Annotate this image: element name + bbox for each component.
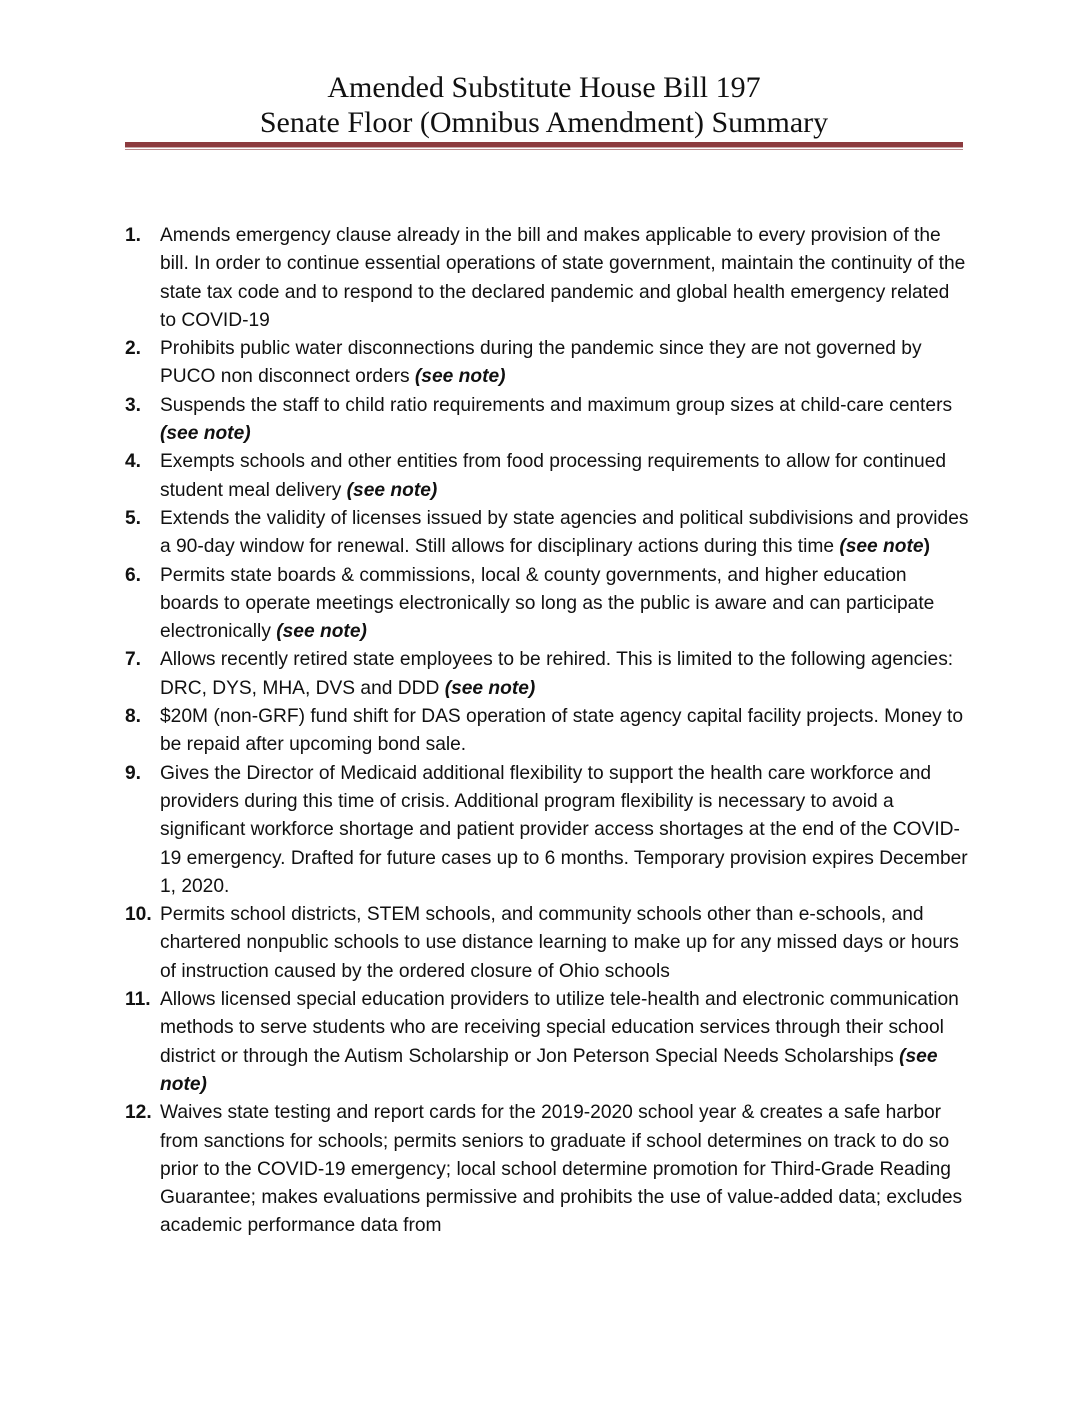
item-number: 9. [125,762,142,784]
item-text: Permits school districts, STEM schools, and community schools other than e-schools, and chartered nonpublic schools to use distance learning to make up for any missed days or hours of instruction caused by the ordered closure of Ohio schools [160,904,959,982]
see-note-close: ) [923,536,930,558]
item-number: 7. [125,649,142,671]
see-note: (see note) [160,1045,938,1095]
item-number: 5. [125,507,142,529]
list-item [125,986,970,1099]
item-text: Suspends the staff to child ratio requirements and maximum group sizes at child-care centers [160,394,953,416]
item-number: 12. [125,1102,152,1124]
document-title [125,70,963,140]
item-number: 11. [125,989,151,1011]
title-rule [125,142,963,148]
item-text: Extends the validity of licenses issued by state agencies and political subdivisions and provides a 90-day window for renewal. Still allows for disciplinary actions during this time [160,507,969,558]
summary-list [125,222,970,1241]
list-item [125,901,970,986]
item-number: 1. [125,225,142,246]
item-text: Permits state boards & commissions, local & county governments, and higher education boards to operate meetings electronically so long as the public is aware and can participate electronically [160,564,935,643]
item-text: Allows recently retired state employees to be rehired. This is limited to the following agencies: DRC, DYS, MHA, DVS and DDD [160,649,954,699]
item-text: Gives the Director of Medicaid additional flexibility to support the health care workforce and providers during this time of crisis. Additional program flexibility is necessary to avoid a significant workforce shortage and patient provider access shortages at the end of the COVID-19 emergency. Drafted for future cases up to 6 months. Temporary provision expires December 1, 2020. [160,762,968,897]
item-number: 3. [125,394,142,416]
see-note: (see note) [444,677,536,699]
list-item [125,646,970,703]
item-text: Waives state testing and report cards for the 2019-2020 school year & creates a safe harbor from sanctions for schools; permits seniors to graduate if school determines on track to do so prior to the COVID-19 emergency; local school determine promotion for Third-Grade Reading Guarantee; makes evaluations permissive and prohibits the use of value-added data; excludes academic performance data from [160,1102,963,1237]
list-item [125,222,970,335]
item-text: Amends emergency clause already in the bill and makes applicable to every provision of the bill. In order to continue essential operations of state government, maintain the continuity of the state tax code and to respond to the declared pandemic and global health emergency related to COVID-19 [160,225,966,331]
list-item [125,760,970,901]
list-item [125,562,970,647]
item-number: 2. [125,338,142,360]
list-item [125,448,970,505]
see-note: (see note) [160,423,251,445]
item-text: Allows licensed special education providers to utilize tele-health and electronic communication methods to serve students who are receiving special education services through their school district or through the Autism Scholarship or Jon Peterson Special Needs Scholarships [160,989,959,1067]
title-rule-thin [125,149,963,150]
item-text: Prohibits public water disconnections during the pandemic since they are not governed by PUCO non disconnect orders [160,338,922,388]
item-text: $20M (non-GRF) fund shift for DAS operation of state agency capital facility projects. Money to be repaid after upcoming bond sale. [160,706,964,756]
list-item [125,1099,970,1240]
see-note: (see note) [414,366,506,388]
item-number: 10. [125,904,152,926]
see-note: (see note [839,536,924,558]
item-number: 4. [125,451,142,473]
item-number: 8. [125,706,142,728]
see-note: (see note) [346,479,438,501]
see-note: (see note) [276,621,367,643]
list-item [125,335,970,392]
title-line-2: Senate Floor (Omnibus Amendment) Summary [259,106,829,139]
list-item [125,505,970,562]
item-number: 6. [125,564,142,586]
title-line-1: Amended Substitute House Bill 197 [327,71,761,104]
list-item [125,703,970,760]
list-item [125,392,970,449]
item-text: Exempts schools and other entities from food processing requirements to allow for continued student meal delivery [160,451,947,501]
